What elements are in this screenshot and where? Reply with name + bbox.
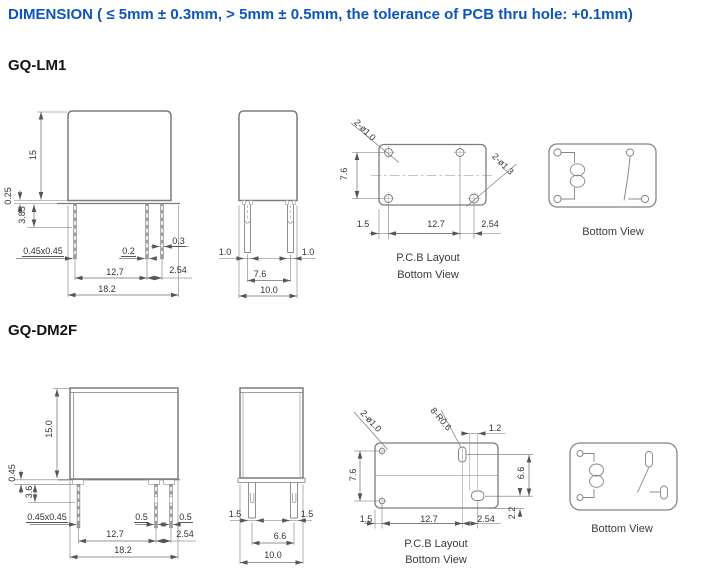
lm1-pcb-pitch-dim: 2.54 <box>481 219 499 229</box>
dm2f-front-height-dim: 15.0 <box>44 420 54 438</box>
lm1-front-pin-pitch-dim: 2.54 <box>169 265 187 275</box>
dm2f-pcb-pitch-dim: 2.54 <box>477 514 495 524</box>
dm2f-front-body-width-dim: 18.2 <box>114 545 132 555</box>
dm2f-side-pin-left-dim: 1.5 <box>228 509 242 519</box>
lm1-front-pin-size-dim: 0.45x0.45 <box>23 246 63 256</box>
lm1-pcb-span-dim: 12.7 <box>427 219 445 229</box>
lm1-front-shoulder-dim: 3.85 <box>17 206 27 224</box>
section-heading-gq-lm1: GQ-LM1 <box>8 57 67 74</box>
lm1-front-pin-span-dim: 12.7 <box>106 267 124 277</box>
lm1-schematic-caption: Bottom View <box>582 226 644 238</box>
page-title: DIMENSION ( ≤ 5mm ± 0.3mm, > 5mm ± 0.5mm, the tolerance of PCB thru hole: +0.1mm) <box>8 6 633 23</box>
dm2f-pcb-edge-margin-dim: 1.5 <box>359 514 373 524</box>
lm1-front-height-dim: 15 <box>28 150 38 161</box>
lm1-pcb-contact-holes-note: 2-ø1.3 <box>490 151 516 177</box>
dm2f-front-pin-width-mid-dim: 0.5 <box>135 512 148 522</box>
dm2f-front-standoff-dim: 0.45 <box>7 464 17 482</box>
lm1-side-pin-span-dim: 7.6 <box>253 269 267 279</box>
lm1-front-pin-width-right-dim: 0.3 <box>172 236 185 246</box>
lm1-side-body-width-dim: 10.0 <box>260 285 278 295</box>
dm2f-side-pin-span-dim: 6.6 <box>273 531 287 541</box>
dm2f-front-shoulder-dim: 3.6 <box>24 485 34 499</box>
lm1-front-standoff-dim: 0.25 <box>3 187 13 205</box>
dm2f-front-pin-pitch-dim: 2.54 <box>176 529 194 539</box>
dm2f-pcb-span-dim: 12.7 <box>420 514 438 524</box>
dm2f-front-pin-span-dim: 12.7 <box>106 529 124 539</box>
lm1-front-body-width-dim: 18.2 <box>98 284 116 294</box>
lm1-pcb-caption-line2: Bottom View <box>397 269 459 281</box>
dm2f-pcb-caption-line1: P.C.B Layout <box>404 538 468 550</box>
dm2f-pcb-slot-width-dim: 1.2 <box>488 423 502 433</box>
dm2f-side-pin-right-dim: 1.5 <box>300 509 314 519</box>
dm2f-side-body-width-dim: 10.0 <box>264 550 282 560</box>
dm2f-front-pin-width-right-dim: 0.5 <box>179 512 192 522</box>
lm1-pcb-caption-line1: P.C.B Layout <box>396 252 460 264</box>
dm2f-schematic-caption: Bottom View <box>591 523 653 535</box>
lm1-front-pin-width-mid-dim: 0.2 <box>122 246 135 256</box>
lm1-pcb-row-span-dim: 7.6 <box>339 167 349 181</box>
dm2f-pcb-row-span-right-dim: 6.6 <box>516 466 526 480</box>
lm1-side-pin-left-dim: 1.0 <box>218 247 232 257</box>
dm2f-pcb-row-span-dim: 7.6 <box>348 468 358 482</box>
section-heading-gq-dm2f: GQ-DM2F <box>8 322 78 339</box>
lm1-pcb-coil-holes-note: 2-ø1.0 <box>352 117 378 143</box>
dm2f-pcb-coil-holes-note: 2-ø1.0 <box>358 408 384 434</box>
dm2f-pcb-slot-offset-dim: 2.2 <box>507 506 517 520</box>
lm1-pcb-edge-margin-dim: 1.5 <box>356 219 370 229</box>
dm2f-pcb-slot-radius-note: 8-R0.6 <box>428 405 454 433</box>
lm1-side-pin-right-dim: 1.0 <box>301 247 315 257</box>
dm2f-pcb-caption-line2: Bottom View <box>405 554 467 566</box>
dm2f-front-pin-size-dim: 0.45x0.45 <box>27 512 67 522</box>
